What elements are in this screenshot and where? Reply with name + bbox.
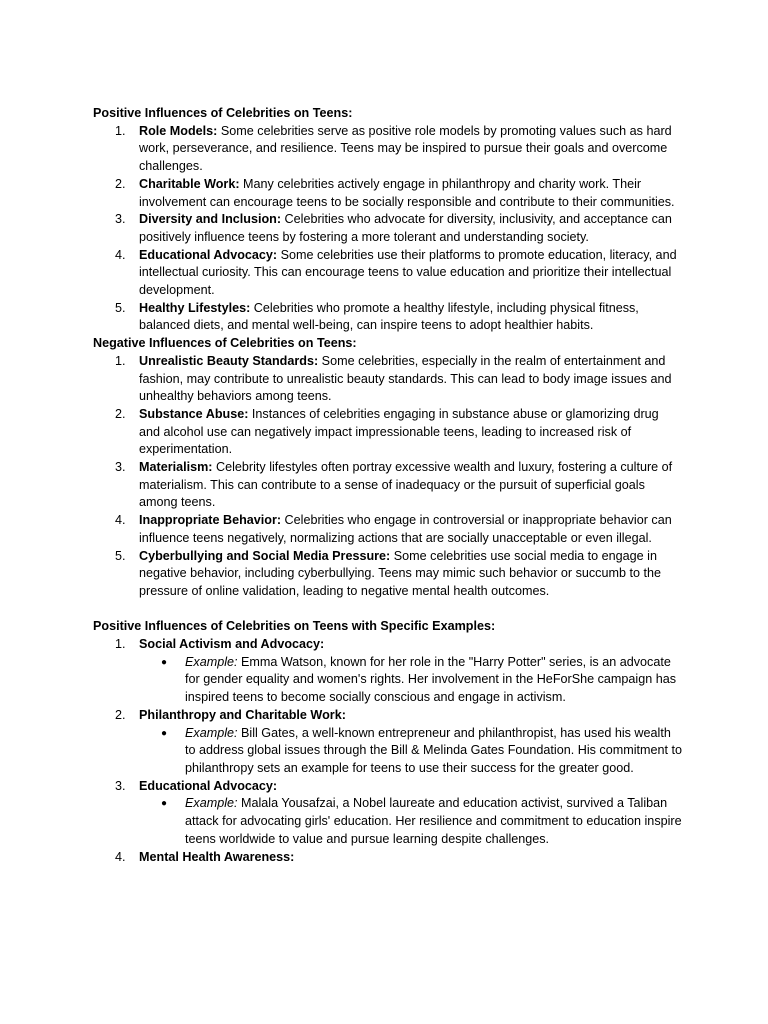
list-item bbox=[93, 211, 683, 246]
list-item-text: Celebrities who promote a healthy lifestyle, including physical fitness, balanced diets, and mental well-being, can inspire teens to adopt healthier habits. bbox=[139, 300, 639, 333]
list-item-term: Charitable Work: bbox=[139, 176, 240, 191]
list-item-term: Social Activism and Advocacy: bbox=[139, 637, 325, 652]
list-item bbox=[93, 176, 683, 211]
section-heading-examples: Positive Influences of Celebrities on Teens with Specific Examples: bbox=[93, 619, 496, 634]
list-item bbox=[93, 247, 683, 300]
list-item-term: Cyberbullying and Social Media Pressure: bbox=[139, 548, 391, 563]
negative-influences-list bbox=[93, 353, 683, 601]
list-number: 2. bbox=[115, 707, 126, 722]
list-item-text: Some celebrities use their platforms to promote education, literacy, and intellectual curiosity. This can encourage teens to value education and prioritize their intellectual development. bbox=[139, 247, 677, 298]
example-text: Malala Yousafzai, a Nobel laureate and education activist, survived a Taliban attack for advocating girls' education. Her resilience and commitment to education inspire teens worldwide to value and pursue learning despite challenges. bbox=[185, 796, 682, 846]
list-item bbox=[93, 353, 683, 406]
bullet-icon: ● bbox=[161, 656, 168, 668]
list-number: 3. bbox=[115, 212, 126, 227]
list-item-text: Some celebrities serve as positive role models by promoting values such as hard work, perseverance, and resilience. Teens may be inspired to pursue their goals and overcome challenges. bbox=[139, 123, 672, 174]
section-heading-negative: Negative Influences of Celebrities on Teens: bbox=[93, 336, 357, 351]
example-label: Example: bbox=[185, 654, 238, 669]
example-label: Example: bbox=[185, 796, 238, 811]
list-number: 5. bbox=[115, 300, 126, 315]
list-item bbox=[93, 707, 683, 778]
example-bullet-list bbox=[139, 654, 683, 707]
list-number: 4. bbox=[115, 247, 126, 262]
list-item-term: Philanthropy and Charitable Work: bbox=[139, 707, 346, 722]
list-item-term: Inappropriate Behavior: bbox=[139, 513, 282, 528]
list-item bbox=[93, 459, 683, 512]
bullet-icon: ● bbox=[161, 798, 168, 810]
examples-list bbox=[93, 636, 683, 866]
document-page bbox=[93, 105, 683, 866]
list-number: 4. bbox=[115, 849, 126, 864]
list-item-text: Celebrities who advocate for diversity, inclusivity, and acceptance can positively influence teens by fostering a more tolerant and understanding society. bbox=[139, 212, 672, 244]
list-item bbox=[93, 636, 683, 707]
list-item-text: Some celebrities use social media to engage in negative behavior, including cyberbullying. Teens may mimic such behavior or succumb to the pressure of online validation, leading to negative mental health outcomes. bbox=[139, 548, 661, 598]
example-bullet-list bbox=[139, 725, 683, 778]
list-number: 4. bbox=[115, 513, 126, 528]
list-item-text: Some celebrities, especially in the realm of entertainment and fashion, may contribute to unrealistic beauty standards. This can lead to body image issues and unhealthy behaviors among teens. bbox=[139, 353, 672, 404]
list-item bbox=[93, 778, 683, 849]
list-item-term: Healthy Lifestyles: bbox=[139, 300, 251, 315]
list-item-term: Role Models: bbox=[139, 123, 218, 138]
list-number: 2. bbox=[115, 176, 126, 191]
list-number: 1. bbox=[115, 353, 126, 368]
example-bullet-item bbox=[139, 725, 683, 778]
list-item bbox=[93, 300, 683, 335]
list-number: 1. bbox=[115, 123, 126, 138]
list-number: 2. bbox=[115, 406, 126, 421]
list-item-text: Celebrities who engage in controversial or inappropriate behavior can influence teens negatively, normalizing actions that are socially unacceptable or even illegal. bbox=[139, 513, 672, 545]
list-item-term: Unrealistic Beauty Standards: bbox=[139, 353, 319, 368]
list-number: 3. bbox=[115, 778, 126, 793]
example-text: Bill Gates, a well-known entrepreneur and philanthropist, has used his wealth to address global issues through the Bill & Melinda Gates Foundation. His commitment to philanthropy sets an example for teens to use their success for the greater good. bbox=[185, 725, 683, 775]
list-item-term: Mental Health Awareness: bbox=[139, 849, 295, 864]
list-item bbox=[93, 548, 683, 601]
list-item-text: Celebrity lifestyles often portray excessive wealth and luxury, fostering a culture of materialism. This can contribute to a sense of inadequacy or the pursuit of superficial goals among teens. bbox=[139, 460, 673, 510]
list-item-term: Materialism: bbox=[139, 460, 213, 475]
list-item-term: Educational Advocacy: bbox=[139, 778, 278, 793]
list-item bbox=[93, 849, 683, 867]
section-heading-positive: Positive Influences of Celebrities on Teens: bbox=[93, 106, 353, 120]
list-item bbox=[93, 406, 683, 459]
list-item-term: Educational Advocacy: bbox=[139, 247, 278, 262]
bullet-icon: ● bbox=[161, 727, 168, 739]
list-number: 1. bbox=[115, 637, 126, 652]
example-bullet-item bbox=[139, 654, 683, 707]
list-item bbox=[93, 123, 683, 176]
positive-influences-list bbox=[93, 123, 683, 335]
list-item-text: Instances of celebrities engaging in substance abuse or glamorizing drug and alcohol use can negatively impact impressionable teens, leading to increased risk of experimentation. bbox=[139, 406, 659, 457]
list-number: 3. bbox=[115, 460, 126, 475]
example-bullet-list bbox=[139, 795, 683, 848]
example-text: Emma Watson, known for her role in the "Harry Potter" series, is an advocate for gender equality and women's rights. Her involvement in the HeForShe campaign has inspired teens to become socially conscious and engage in activism. bbox=[185, 654, 677, 705]
list-item-text: Many celebrities actively engage in philanthropy and charity work. Their involvement can encourage teens to be socially responsible and contribute to their communities. bbox=[139, 176, 675, 209]
list-item bbox=[93, 512, 683, 547]
example-bullet-item bbox=[139, 795, 683, 848]
example-label: Example: bbox=[185, 725, 238, 740]
list-item-term: Substance Abuse: bbox=[139, 406, 249, 421]
list-item-term: Diversity and Inclusion: bbox=[139, 212, 282, 227]
list-number: 5. bbox=[115, 548, 126, 563]
